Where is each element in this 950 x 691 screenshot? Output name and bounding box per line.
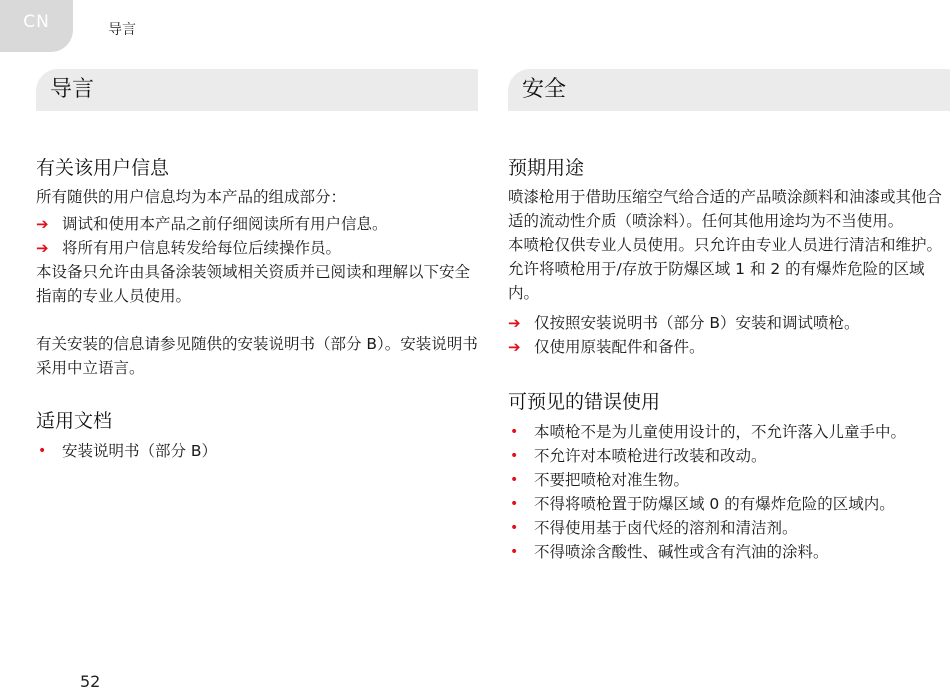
bullet-icon: • bbox=[510, 448, 519, 464]
header-title: 导言 bbox=[108, 22, 136, 38]
section-bar-intro: 导言 bbox=[36, 69, 478, 111]
list-item: • 不得使用基于卤代烃的溶剂和清洁剂。 bbox=[508, 516, 950, 540]
bullet-icon: • bbox=[510, 496, 519, 512]
bullet-icon: • bbox=[510, 544, 519, 560]
intended-use-para3: 允许将喷枪用于/存放于防爆区域 1 和 2 的有爆炸危险的区域内。 bbox=[508, 260, 925, 302]
heading-intended-use: 预期用途 bbox=[508, 157, 585, 179]
right-column bbox=[508, 69, 950, 564]
heading-docs: 适用文档 bbox=[36, 410, 113, 432]
docs-list bbox=[36, 439, 478, 463]
bullet-icon: • bbox=[38, 443, 47, 459]
list-item: • 不得将喷枪置于防爆区域 0 的有爆炸危险的区域内。 bbox=[508, 492, 950, 516]
bullet-icon: • bbox=[510, 472, 519, 488]
list-item: ➔ 调试和使用本产品之前仔细阅读所有用户信息。 bbox=[36, 212, 478, 236]
list-item: • 不得喷涂含酸性、碱性或含有汽油的涂料。 bbox=[508, 540, 950, 564]
intended-use-para1: 喷漆枪用于借助压缩空气给合适的产品喷涂颜料和油漆或其他合适的流动性介质（喷涂料）。任何其他用途均为不当使用。 bbox=[508, 188, 943, 230]
section-bar-safety: 安全 bbox=[508, 69, 950, 111]
page-number: 52 bbox=[80, 672, 101, 691]
language-tab: CN bbox=[0, 0, 73, 52]
arrow-icon: ➔ bbox=[508, 314, 521, 332]
user-info-list bbox=[36, 212, 478, 260]
user-info-para1: 本设备只允许由具备涂装领域相关资质并已阅读和理解以下安全指南的专业人员使用。 bbox=[36, 263, 471, 305]
bullet-icon: • bbox=[510, 520, 519, 536]
heading-user-info: 有关该用户信息 bbox=[36, 157, 170, 179]
arrow-icon: ➔ bbox=[36, 215, 49, 233]
left-column bbox=[36, 69, 478, 463]
list-item: • 不要把喷枪对准生物。 bbox=[508, 468, 950, 492]
bullet-icon: • bbox=[510, 424, 519, 440]
list-item: ➔ 仅使用原装配件和备件。 bbox=[508, 335, 950, 359]
arrow-icon: ➔ bbox=[36, 239, 49, 257]
intended-use-list bbox=[508, 311, 950, 359]
list-item: • 本喷枪不是为儿童使用设计的，不允许落入儿童手中。 bbox=[508, 420, 950, 444]
list-item: ➔ 将所有用户信息转发给每位后续操作员。 bbox=[36, 236, 478, 260]
user-info-intro: 所有随供的用户信息均为本产品的组成部分： bbox=[36, 188, 347, 206]
list-item: • 安装说明书（部分 B） bbox=[36, 439, 478, 463]
arrow-icon: ➔ bbox=[508, 338, 521, 356]
list-item: • 不允许对本喷枪进行改装和改动。 bbox=[508, 444, 950, 468]
intended-use-para2: 本喷枪仅供专业人员使用。只允许由专业人员进行清洁和维护。 bbox=[508, 236, 943, 254]
heading-misuse: 可预见的错误使用 bbox=[508, 391, 661, 413]
user-info-para2: 有关安装的信息请参见随供的安装说明书（部分 B）。安装说明书采用中立语言。 bbox=[36, 335, 478, 377]
list-item: ➔ 仅按照安装说明书（部分 B）安装和调试喷枪。 bbox=[508, 311, 950, 335]
misuse-list bbox=[508, 420, 950, 564]
